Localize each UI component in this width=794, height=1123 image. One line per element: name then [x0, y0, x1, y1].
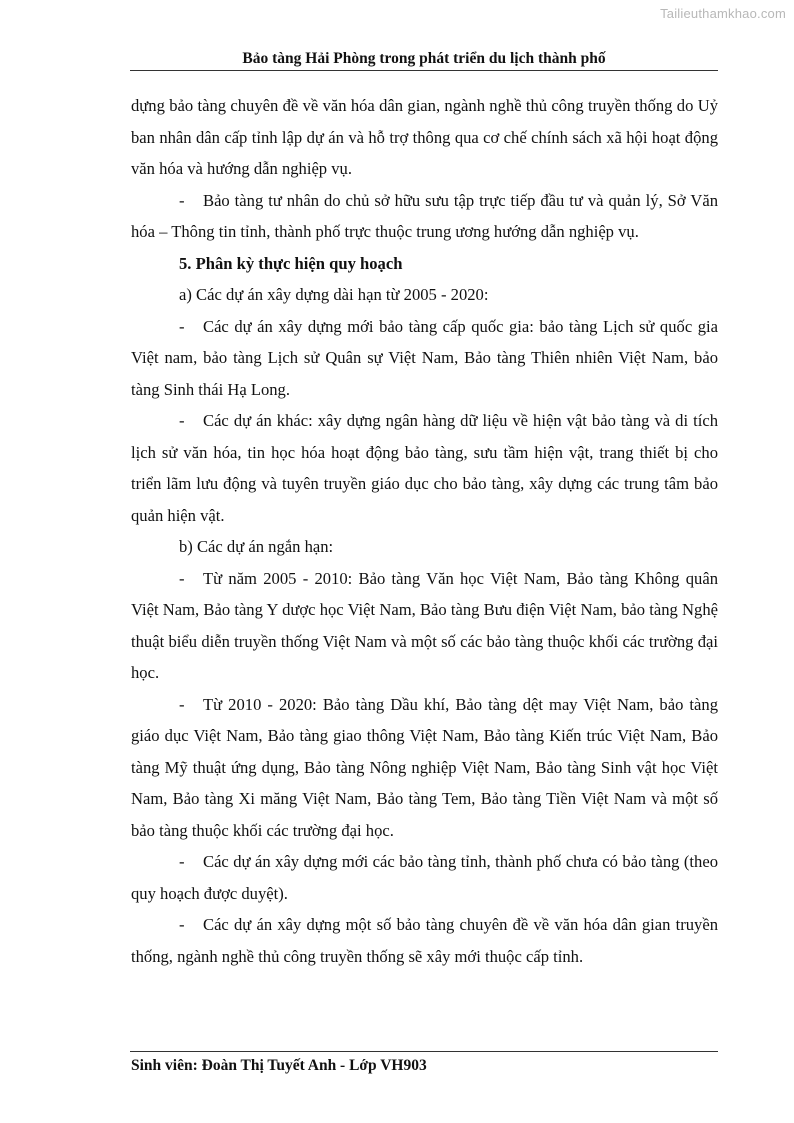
list-item-national-museums [131, 311, 718, 406]
list-item-text: Bảo tàng tư nhân do chủ sở hữu sưu tập trực tiếp đầu tư và quản lý, Sở Văn hóa – Thông tin tỉnh, thành phố trực thuộc trung ương hướng dẫn nghiệp vụ. [131, 190, 718, 241]
list-item-text: Các dự án xây dựng một số bảo tàng chuyên đề về văn hóa dân gian truyền thống, ngành nghề thủ công truyền thống sẽ xây mới thuộc cấp tỉnh. [131, 915, 718, 966]
subsection-a: a) Các dự án xây dựng dài hạn từ 2005 - 2020: [179, 285, 489, 304]
dash-marker: - [179, 694, 185, 714]
watermark-text: Tailieuthamkhao.com [660, 6, 786, 21]
list-item-text: Từ 2010 - 2020: Bảo tàng Dầu khí, Bảo tàng dệt may Việt Nam, bảo tàng giáo dục Việt Nam, Bảo tàng giao thông Việt Nam, Bảo tàng Kiến trúc Việt Nam, Bảo tàng Mỹ thuật ứng dụng, Bảo tàng Nông nghiệp Việt Nam, Bảo tàng Sinh vật học Việt Nam, Bảo tàng Xi măng Việt Nam, Bảo tàng Tem, Bảo tàng Tiền Việt Nam và một số bảo tàng thuộc khối các trường đại học. [131, 694, 718, 840]
list-item-private-museum [131, 185, 718, 248]
page-header: Bảo tàng Hải Phòng trong phát triển du lịch thành phố [242, 50, 606, 67]
list-item-text: Từ năm 2005 - 2010: Bảo tàng Văn học Việt Nam, Bảo tàng Không quân Việt Nam, Bảo tàng Y dược học Việt Nam, Bảo tàng Bưu điện Việt Nam, bảo tàng Nghệ thuật biểu diễn truyền thống Việt Nam và một số các bảo tàng thuộc khối các trường đại học. [131, 568, 718, 682]
list-item-text: Các dự án xây dựng mới các bảo tàng tỉnh, thành phố chưa có bảo tàng (theo quy hoạch được duyệt). [131, 852, 718, 903]
dash-marker: - [179, 411, 185, 430]
dash-marker: - [179, 190, 185, 210]
section-heading: 5. Phân kỳ thực hiện quy hoạch [179, 253, 403, 273]
dash-marker: - [179, 568, 185, 588]
dash-marker: - [179, 915, 185, 934]
list-item-2010-2020 [131, 689, 718, 847]
header-divider [130, 70, 718, 71]
list-item-provincial-museums [131, 846, 718, 909]
subsection-b: b) Các dự án ngắn hạn: [179, 537, 334, 556]
list-item-folk-culture [131, 909, 718, 972]
paragraph-continuation: dựng bảo tàng chuyên đề về văn hóa dân gian, ngành nghề thủ công truyền thống do Uỷ ban nhân dân cấp tỉnh lập dự án và hỗ trợ thông qua cơ chế chính sách xã hội hoạt động văn hóa và hướng dẫn nghiệp vụ. [131, 96, 718, 178]
document-body [131, 90, 718, 972]
dash-marker: - [179, 316, 185, 336]
list-item-other-projects [131, 405, 718, 531]
footer-divider [130, 1051, 718, 1052]
list-item-2005-2010 [131, 563, 718, 689]
page-footer: Sinh viên: Đoàn Thị Tuyết Anh - Lớp VH903 [131, 1057, 427, 1074]
dash-marker: - [179, 852, 185, 871]
list-item-text: Các dự án xây dựng mới bảo tàng cấp quốc gia: bảo tàng Lịch sử quốc gia Việt nam, bảo tàng Lịch sử Quân sự Việt Nam, Bảo tàng Thiên nhiên Việt Nam, bảo tàng Sinh thái Hạ Long. [131, 316, 718, 399]
list-item-text: Các dự án khác: xây dựng ngân hàng dữ liệu về hiện vật bảo tàng và di tích lịch sử văn hóa, tin học hóa hoạt động bảo tàng, sưu tầm hiện vật, trang thiết bị cho triển lãm lưu động và tuyên truyền giáo dục cho bảo tàng, xây dựng các trung tâm bảo quản hiện vật. [131, 411, 718, 525]
